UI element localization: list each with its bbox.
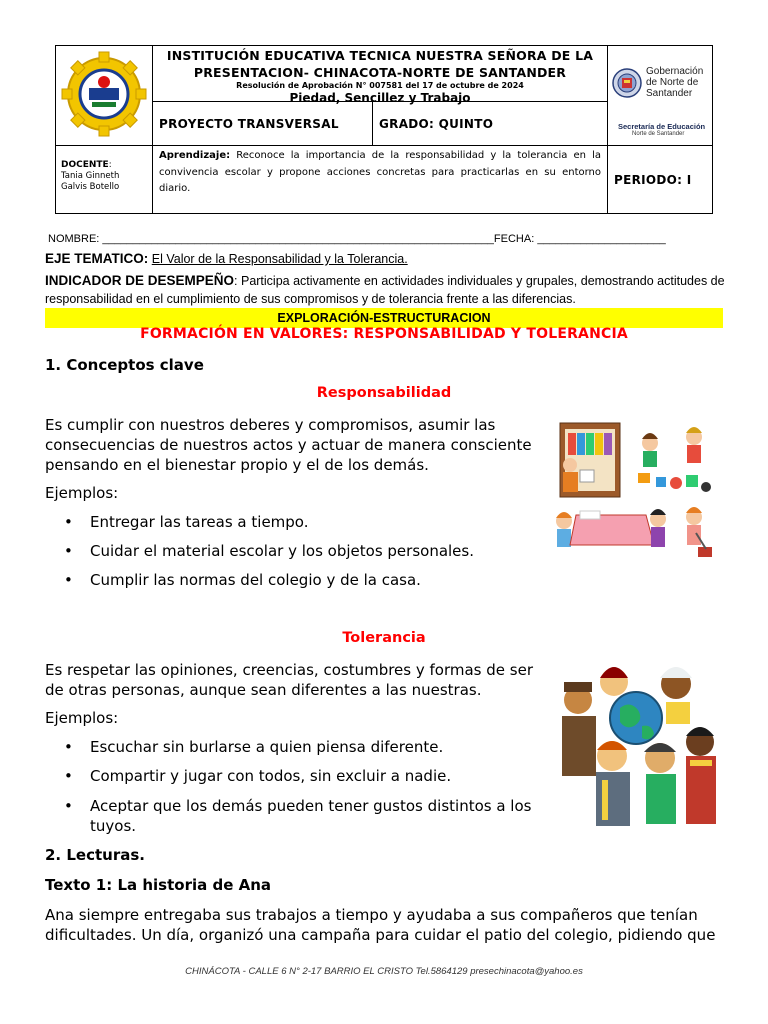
school-logo-cell [55, 45, 153, 146]
responsibility-title: Responsabilidad [316, 385, 452, 401]
tolerance-examples-label: Ejemplos: [45, 709, 119, 727]
indicator-paragraph [45, 272, 725, 308]
topic-line [45, 251, 408, 266]
grade-label: GRADO: QUINTO [379, 117, 494, 131]
resolution-text: Resolución de Aprobación N° 007581 del 17 de octubre de 2024 [236, 81, 524, 90]
section-bar: EXPLORACIÓN-ESTRUCTURACION [45, 308, 723, 328]
learning-cell [152, 145, 608, 214]
institution-name-line-2: PRESENTACION- CHINACOTA-NORTE DE SANTANDER [193, 65, 567, 80]
teacher-name-2: Galvis Botello [61, 182, 120, 192]
readings-heading: 2. Lecturas. [45, 846, 145, 864]
government-name: Gobernación de Norte de Santander [646, 66, 704, 99]
list-item: • Cuidar el material escolar y los objetos personales. [64, 542, 474, 560]
learning-text: Reconoce la importancia de la responsabilidad y la tolerancia en la convivencia escolar y propone acciones concretas para practicarlas en su entorno diario. [159, 150, 601, 194]
teacher-name-1: Tania Ginneth [61, 171, 120, 181]
tolerance-title: Tolerancia [342, 630, 426, 646]
indicator-value: : Participa activamente en actividades individuales y grupales, demostrando actitudes de responsabilidad en el cumplimiento de sus compromisos y de tolerancia frente a las diferencias. [45, 274, 725, 306]
government-logo-cell [607, 45, 713, 146]
header-table [55, 45, 713, 214]
period-cell [607, 145, 713, 214]
page-footer: CHINÁCOTA - CALLE 6 N° 2-17 BARRIO EL CRISTO Tel.5864129 presechinacota@yahoo.es [185, 966, 583, 977]
concepts-heading: 1. Conceptos clave [45, 356, 204, 374]
list-item: • Entregar las tareas a tiempo. [64, 513, 309, 531]
teacher-cell: DOCENTE: Tania Ginneth Galvis Botello [55, 145, 153, 214]
name-date-line: NOMBRE: ________________________________________________________________FECHA: _____________________ [48, 233, 666, 245]
responsibility-definition: Es cumplir con nuestros deberes y compromisos, asumir las consecuencias de nuestros actos y actuar de manera consciente pensando en el bienestar propio y el de los demás. [45, 416, 532, 474]
children-chores-illustration [546, 415, 724, 577]
responsibility-examples-label: Ejemplos: [45, 484, 119, 502]
institution-cell [152, 45, 608, 105]
topic-label: EJE TEMATICO: [45, 251, 149, 266]
list-item: • Aceptar que los demás pueden tener gustos distintos a los tuyos. [64, 797, 532, 835]
grade-cell [372, 101, 608, 146]
government-seal-icon [612, 64, 642, 102]
secretariat-label: Secretaría de Educación [618, 122, 706, 131]
list-item: • Cumplir las normas del colegio y de la casa. [64, 571, 421, 589]
tolerance-definition: Es respetar las opiniones, creencias, costumbres y formas de ser de otras personas, aunque sean diferentes a las nuestras. [45, 661, 533, 699]
indicator-label: INDICADOR DE DESEMPEÑO [45, 273, 235, 288]
text1-title: Texto 1: La historia de Ana [45, 876, 271, 894]
teacher-label: DOCENTE [61, 160, 109, 170]
main-title: FORMACIÓN EN VALORES: RESPONSABILIDAD Y TOLERANCIA [140, 326, 628, 342]
secretariat-sub-label: Norte de Santander [632, 131, 685, 137]
diverse-children-globe-illustration [548, 660, 724, 828]
text1-body: Ana siempre entregaba sus trabajos a tiempo y ayudaba a sus compañeros que tenían dificultades. Un día, organizó una campaña para cuidar el patio del colegio, pidiendo que [45, 906, 716, 944]
list-item: • Escuchar sin burlarse a quien piensa diferente. [64, 738, 444, 756]
learning-label: Aprendizaje: [159, 150, 231, 161]
school-logo-icon [56, 46, 152, 145]
project-label: PROYECTO TRANSVERSAL [159, 117, 339, 131]
school-motto: Piedad, Sencillez y Trabajo [289, 91, 471, 105]
list-item: • Compartir y jugar con todos, sin excluir a nadie. [64, 767, 452, 785]
period-label: PERIODO: I [614, 173, 692, 187]
project-cell [152, 101, 373, 146]
institution-name-line-1: INSTITUCIÓN EDUCATIVA TECNICA NUESTRA SEÑORA DE LA [166, 48, 594, 63]
topic-value: El Valor de la Responsabilidad y la Tolerancia. [151, 252, 408, 266]
